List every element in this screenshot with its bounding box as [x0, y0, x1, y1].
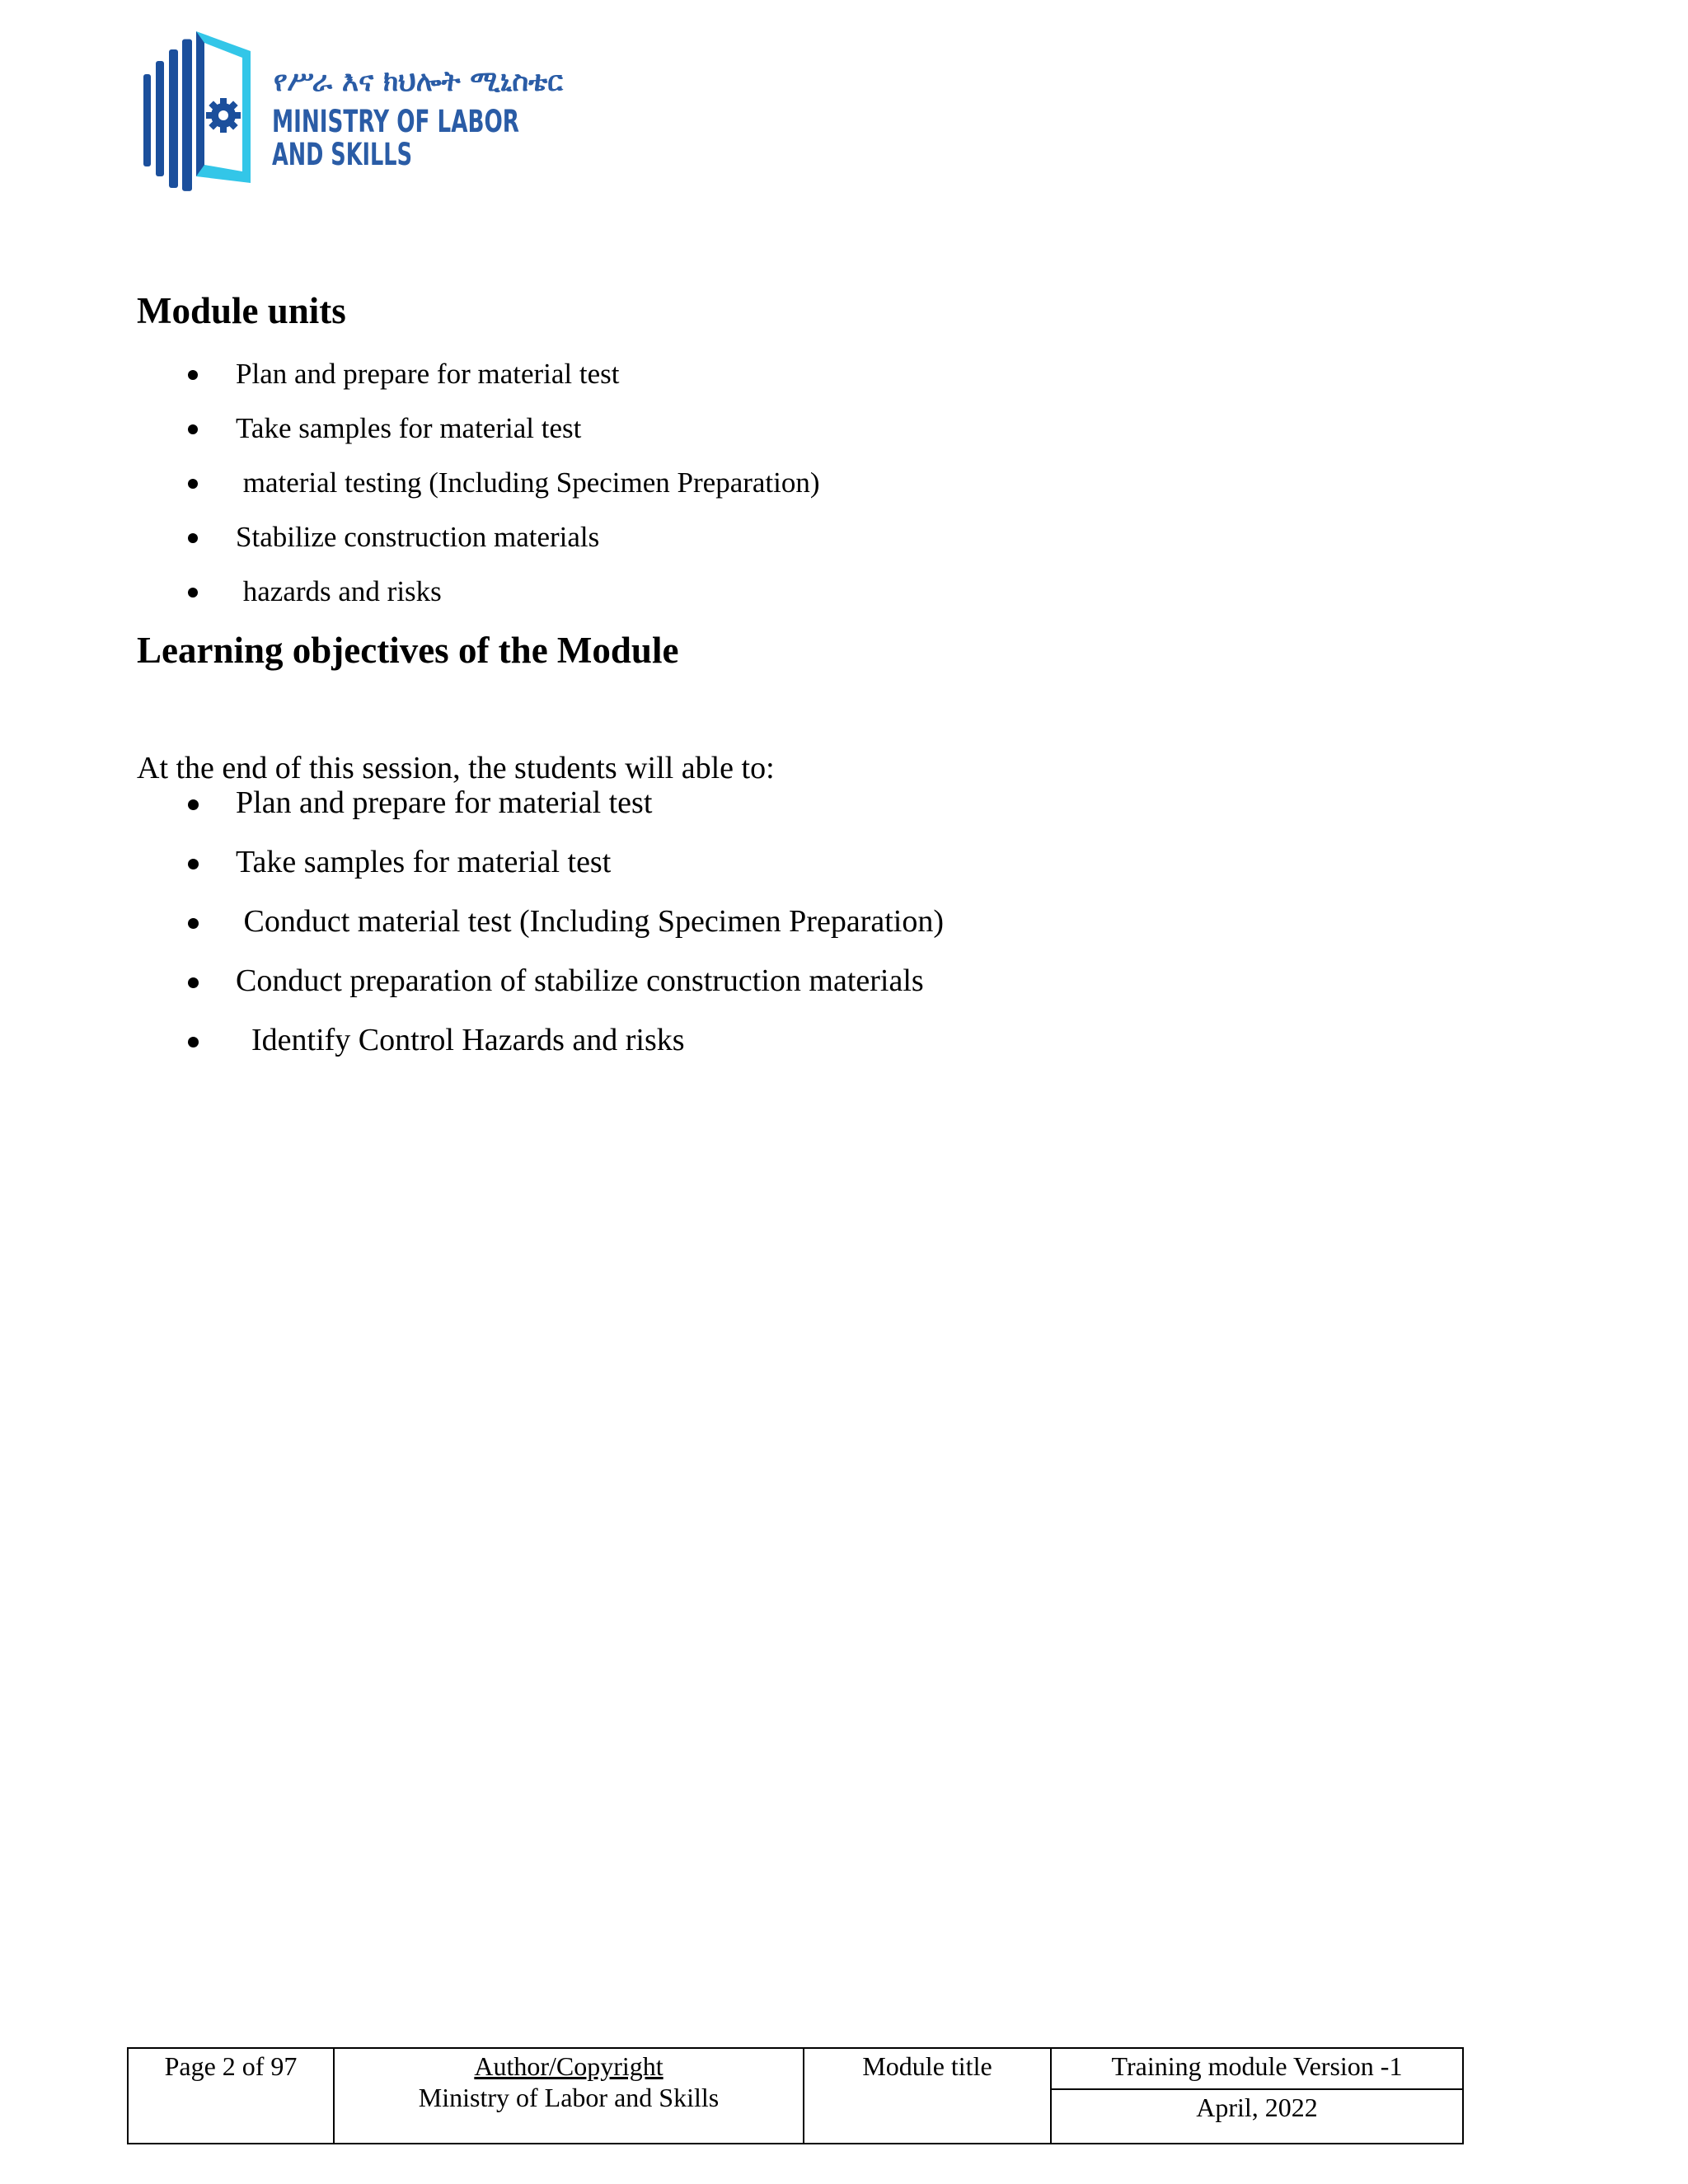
ministry-logo — [143, 26, 563, 183]
bullet-icon — [188, 799, 199, 810]
bullet-icon — [188, 859, 199, 869]
list-item: Identify Control Hazards and risks — [0, 1019, 1154, 1078]
list-item: Take samples for material test — [0, 409, 1154, 463]
svg-text:AND SKILLS: AND SKILLS — [272, 137, 412, 172]
bullet-icon — [188, 1037, 199, 1047]
bullet-icon — [188, 533, 198, 543]
learning-objectives-heading: Learning objectives of the Module — [137, 630, 679, 671]
date-text: April, 2022 — [1196, 2093, 1318, 2122]
list-item: material testing (Including Specimen Preparation) — [0, 463, 1154, 518]
list-item: Conduct material test (Including Specimen Preparation) — [0, 900, 1154, 959]
module-title-cell: Module title — [804, 2048, 1051, 2144]
list-item: hazards and risks — [0, 572, 1154, 626]
author-cell — [334, 2048, 804, 2144]
list-item: Plan and prepare for material test — [0, 781, 1154, 841]
author-label: Author/Copyright — [474, 2051, 663, 2081]
bullet-icon — [188, 370, 198, 380]
objectives-intro: At the end of this session, the students will able to: — [137, 751, 775, 785]
bullet-icon — [188, 424, 198, 434]
logo-graphic — [143, 26, 563, 183]
bullet-icon — [188, 479, 198, 489]
author-value: Ministry of Labor and Skills — [418, 2083, 720, 2112]
gear-icon — [206, 98, 241, 133]
bullet-icon — [188, 588, 198, 598]
bullet-icon — [188, 918, 199, 929]
list-item: Plan and prepare for material test — [0, 354, 1154, 409]
svg-text:የሥራ እና ክህሎት ሚኒስቴር: የሥራ እና ክህሎት ሚኒስቴር — [274, 65, 563, 98]
list-item: Take samples for material test — [0, 841, 1154, 900]
list-item: Stabilize construction materials — [0, 518, 1154, 572]
svg-text:MINISTRY OF LABOR: MINISTRY OF LABOR — [272, 104, 519, 139]
page-number: Page 2 of 97 — [128, 2048, 334, 2144]
bullet-icon — [188, 977, 199, 988]
learning-objectives-list — [0, 781, 1154, 1078]
module-units-heading: Module units — [137, 290, 346, 331]
page-footer-table — [127, 2047, 1464, 2144]
version-text: Training module Version -1 — [1052, 2049, 1462, 2090]
module-units-list — [0, 354, 1154, 626]
version-cell — [1051, 2048, 1463, 2144]
list-item: Conduct preparation of stabilize construction materials — [0, 959, 1154, 1019]
